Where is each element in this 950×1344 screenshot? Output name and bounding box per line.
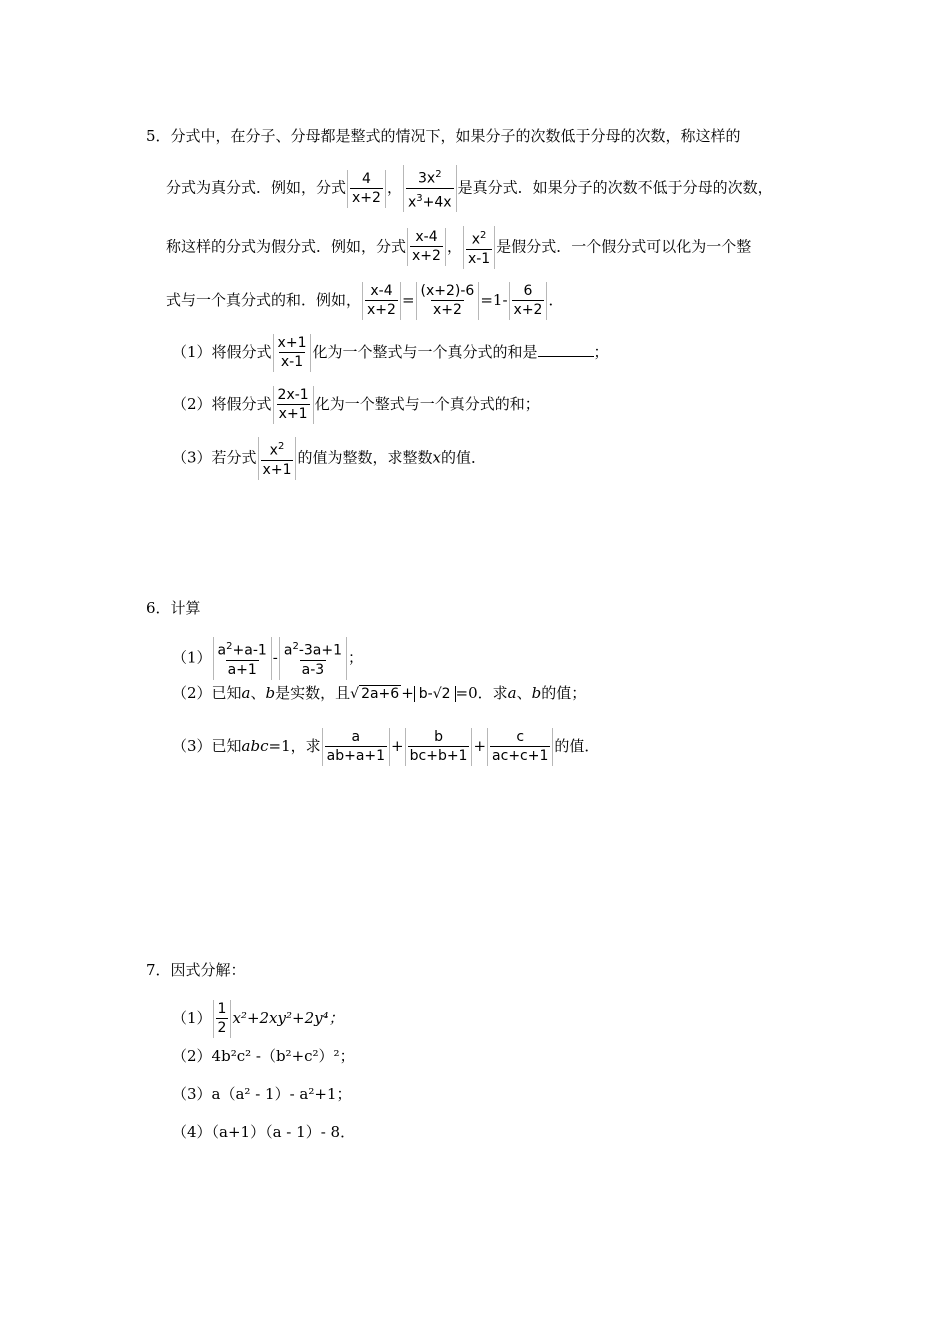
exponent: 2 — [292, 641, 299, 652]
frac-numerator: 4 — [362, 170, 371, 187]
question-title: 7．因式分解： — [146, 961, 246, 979]
frac-denominator: $x^3+4x$ — [406, 188, 454, 212]
math-variable: b — [265, 684, 276, 702]
comma: ， — [386, 178, 402, 197]
subq-text: 化为一个整式与一个真分式的和； — [314, 395, 540, 413]
frac-denominator: bc+b+1 — [409, 748, 468, 764]
frac-numerator — [282, 638, 344, 660]
q5-line1 — [146, 126, 741, 146]
q6-title — [146, 598, 201, 618]
math-variable: abc — [241, 737, 269, 755]
frac-denominator: x-1 — [280, 354, 304, 370]
q5-sub1 — [172, 334, 609, 372]
subq-text: （3）a（a² - 1）- a²+1； — [172, 1085, 352, 1103]
frac-denominator: x+2 — [352, 189, 381, 206]
q5-intro-text: 5．分式中，在分子、分母都是整式的情况下，如果分子的次数低于分母的次数，称这样的 — [146, 127, 741, 145]
math-variable: x — [432, 448, 441, 467]
frac-numerator: 6 — [523, 283, 533, 299]
subq-text: 是实数，且 — [275, 684, 351, 702]
subq-label: （2）将假分式 — [172, 395, 272, 413]
frac-numerator: b — [434, 729, 443, 745]
subq-text: （4）（a+1）（a - 1）- 8． — [172, 1123, 356, 1141]
fraction — [273, 334, 312, 372]
sqrt-symbol: √ — [350, 686, 360, 702]
frac-numerator: x-4 — [370, 283, 393, 299]
math-variable: a — [507, 684, 517, 702]
numerator-base: a — [217, 642, 227, 659]
exponent: 2 — [226, 641, 233, 652]
exponent: 2 — [277, 441, 285, 452]
subq-text: =1，求 — [268, 737, 321, 755]
frac-numerator: c — [516, 729, 525, 745]
frac-denominator: a+1 — [227, 661, 257, 678]
answer-blank[interactable] — [538, 342, 594, 357]
math-variable: a — [241, 684, 251, 702]
fraction — [509, 282, 548, 320]
frac-numerator — [268, 438, 287, 460]
plus: + — [391, 737, 404, 755]
frac-denominator: x+2 — [367, 302, 396, 318]
frac-denominator: x+2 — [432, 302, 462, 318]
equals: = — [401, 291, 415, 309]
math-variable: b — [531, 684, 542, 702]
semicolon: ； — [348, 648, 364, 667]
q6-sub2 — [172, 683, 586, 704]
q5-text: 是假分式．一个假分式可以化为一个整 — [496, 237, 752, 256]
radicand: 2a+6 — [361, 686, 400, 702]
subq-label: （2）已知 — [172, 684, 242, 702]
fraction — [213, 637, 272, 680]
fraction — [463, 226, 495, 269]
q7-sub2 — [172, 1046, 355, 1066]
subq-label: （1） — [172, 648, 212, 667]
subq-label: （3）已知 — [172, 737, 242, 755]
frac-denominator: ac+c+1 — [492, 748, 549, 764]
frac-numerator — [216, 638, 269, 660]
minus: - — [272, 648, 278, 667]
numerator-base: x — [269, 442, 278, 459]
fraction — [403, 165, 457, 212]
frac-numerator — [416, 166, 444, 188]
fraction — [258, 437, 297, 480]
frac-denominator: x+2 — [513, 302, 543, 318]
subq-text: 的值． — [554, 737, 600, 755]
absolute-value: b-√2 — [414, 686, 456, 702]
q5-text: 分式为真分式．例如，分式 — [166, 178, 347, 197]
fraction — [273, 386, 314, 424]
fraction — [347, 170, 386, 208]
semicolon: ； — [593, 343, 609, 361]
subq-text: 的值； — [541, 684, 587, 702]
subq-text: （2）4b²c² -（b²+c²）²； — [172, 1047, 355, 1065]
numerator-base: x — [471, 231, 481, 248]
frac-denominator: x+2 — [412, 248, 441, 265]
numerator-base: 3x — [417, 170, 436, 187]
fraction — [487, 728, 553, 766]
q7-title — [146, 960, 246, 980]
frac-numerator: a — [351, 729, 361, 745]
q5-line2 — [166, 165, 773, 212]
q7-sub3 — [172, 1084, 352, 1104]
frac-numerator: (x+2)-6 — [420, 283, 475, 299]
frac-numerator: x+1 — [277, 335, 307, 351]
equals-one-minus: =1- — [480, 291, 508, 309]
q5-sub2 — [172, 386, 540, 424]
exponent: 2 — [435, 169, 442, 180]
frac-numerator: x-4 — [415, 229, 438, 246]
plus: + — [473, 737, 487, 755]
q5-line3 — [166, 226, 751, 269]
subq-label: （3）若分式 — [172, 448, 257, 467]
subq-text: 的值为整数，求整数 — [297, 448, 433, 467]
sqrt-expression — [350, 685, 401, 702]
subq-text: =0．求 — [455, 684, 508, 702]
question-title: 6．计算 — [146, 599, 201, 617]
fraction — [213, 1000, 232, 1038]
frac-denominator: a-3 — [301, 661, 325, 678]
comma: ， — [446, 237, 462, 256]
exponent: 3 — [416, 192, 423, 204]
frac-denominator: x+1 — [278, 406, 308, 422]
fraction — [405, 728, 473, 766]
numerator-base: a — [283, 642, 293, 659]
denominator-base: x — [407, 194, 417, 211]
q5-text: 式与一个真分式的和．例如， — [166, 291, 362, 309]
q5-text: 是真分式．如果分子的次数不低于分母的次数， — [457, 178, 773, 197]
q6-sub1 — [172, 637, 363, 680]
separator: 、 — [250, 684, 266, 702]
subq-text: 的值． — [440, 448, 486, 467]
q5-line4 — [166, 282, 563, 320]
fraction — [416, 282, 480, 320]
fraction — [279, 637, 347, 680]
exponent: 2 — [480, 230, 487, 241]
subq-label: （1）将假分式 — [172, 343, 272, 361]
frac-numerator: 1 — [217, 1001, 227, 1017]
q5-sub3 — [172, 437, 486, 480]
q5-text: 称这样的分式为假分式．例如，分式 — [166, 237, 407, 256]
q7-sub4 — [172, 1122, 355, 1142]
frac-denominator: 2 — [217, 1020, 227, 1036]
period: ． — [548, 291, 564, 309]
q7-sub1 — [172, 1000, 344, 1038]
separator: 、 — [516, 684, 532, 702]
plus: + — [401, 684, 414, 702]
subq-text: 化为一个整式与一个真分式的和是 — [312, 343, 538, 361]
frac-denominator: x+1 — [262, 461, 292, 478]
math-expression: x²+2xy²+2y⁴； — [232, 1009, 344, 1027]
fraction — [362, 282, 401, 320]
q6-sub3 — [172, 728, 599, 766]
numerator-tail: +a-1 — [232, 642, 267, 659]
subq-label: （1） — [172, 1009, 212, 1027]
frac-denominator: ab+a+1 — [326, 748, 386, 764]
frac-numerator — [470, 227, 489, 249]
frac-denominator: x-1 — [467, 250, 491, 267]
numerator-tail: -3a+1 — [298, 642, 343, 659]
frac-numerator: 2x-1 — [277, 387, 309, 403]
fraction — [322, 728, 390, 766]
fraction — [407, 228, 446, 266]
